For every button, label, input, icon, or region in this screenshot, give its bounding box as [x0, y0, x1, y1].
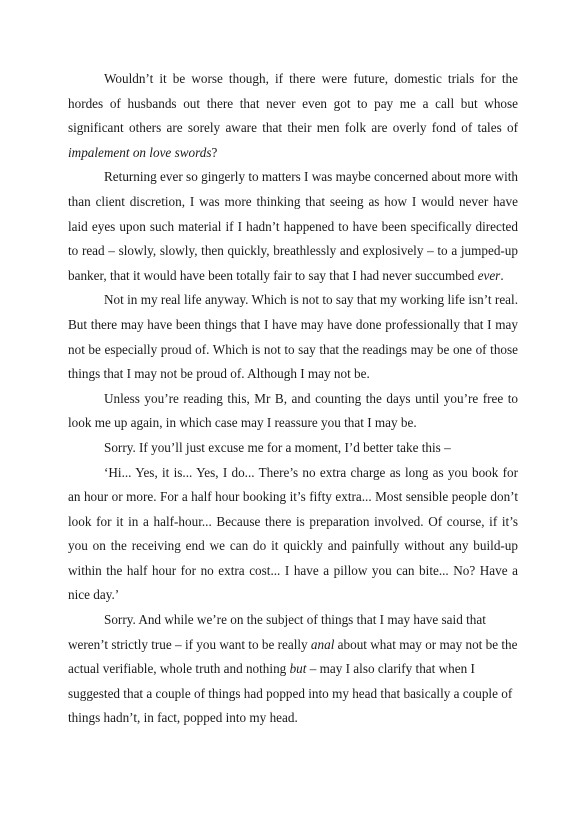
text-run: – may I also clarify that when I suggested that a couple of things had popped into my head that basically a couple of things hadn’t, in fact, popped into my head.: [68, 661, 513, 726]
text-run: Sorry. If you’ll just excuse me for a moment, I’d better take this –: [104, 439, 451, 455]
italic-text: impalement on love swords: [68, 144, 212, 160]
text-run: Not in my real life anyway. Which is not to say that my working life isn’t real. But there may have been things that I have may have done professionally that I may not be especially proud of. Which is not to say that the readings may be one of those things that I may not be proud of. Although I may not be.: [68, 292, 518, 382]
paragraph: [68, 608, 518, 731]
paragraph: [68, 67, 518, 165]
paragraph: [68, 461, 518, 609]
paragraph: [68, 165, 518, 288]
italic-text: ever: [477, 267, 501, 283]
text-run: ‘Hi... Yes, it is... Yes, I do... There’s no extra charge as long as you book for an hour or more. For a half hour booking it’s fifty extra... Most sensible people don’t look for it in a half-hour... Because there is preparation involved. Of course, if it’s you on the receiving end we can do it quickly and painfully without any build-up within the half hour for no extra cost... I have a pillow you can bite... No? Have a nice day.’: [68, 464, 518, 603]
body-text: [68, 67, 518, 731]
paragraph: [68, 436, 518, 461]
text-run: Sorry. And while we’re on the subject of things that I may have said that weren’t strictly true – if you want to be really: [68, 612, 486, 652]
paragraph: [68, 288, 518, 386]
text-run: .: [500, 267, 504, 283]
text-run: Wouldn’t it be worse though, if there were future, domestic trials for the hordes of husbands out there that never even got to pay me a call but whose significant others are sorely aware that their men folk are overly fond of tales of: [68, 71, 518, 136]
text-run: Returning ever so gingerly to matters I was maybe concerned about more with than client discretion, I was more thinking that seeing as how I would never have laid eyes upon such material if I hadn’t happened to have been specifically directed to read – slowly, slowly, then quickly, breathlessly and explosively – to a jumped-up banker, that it would have been totally fair to say that I had never succumbed: [68, 169, 518, 283]
italic-text: anal: [310, 636, 335, 652]
paragraph: [68, 387, 518, 436]
italic-text: but: [289, 661, 307, 677]
text-run: Unless you’re reading this, Mr B, and counting the days until you’re free to look me up again, in which case may I reassure you that I may be.: [68, 390, 518, 431]
text-run: ?: [211, 144, 218, 160]
text-run: about what may or may not be the actual verifiable, whole truth and nothing: [68, 636, 518, 677]
